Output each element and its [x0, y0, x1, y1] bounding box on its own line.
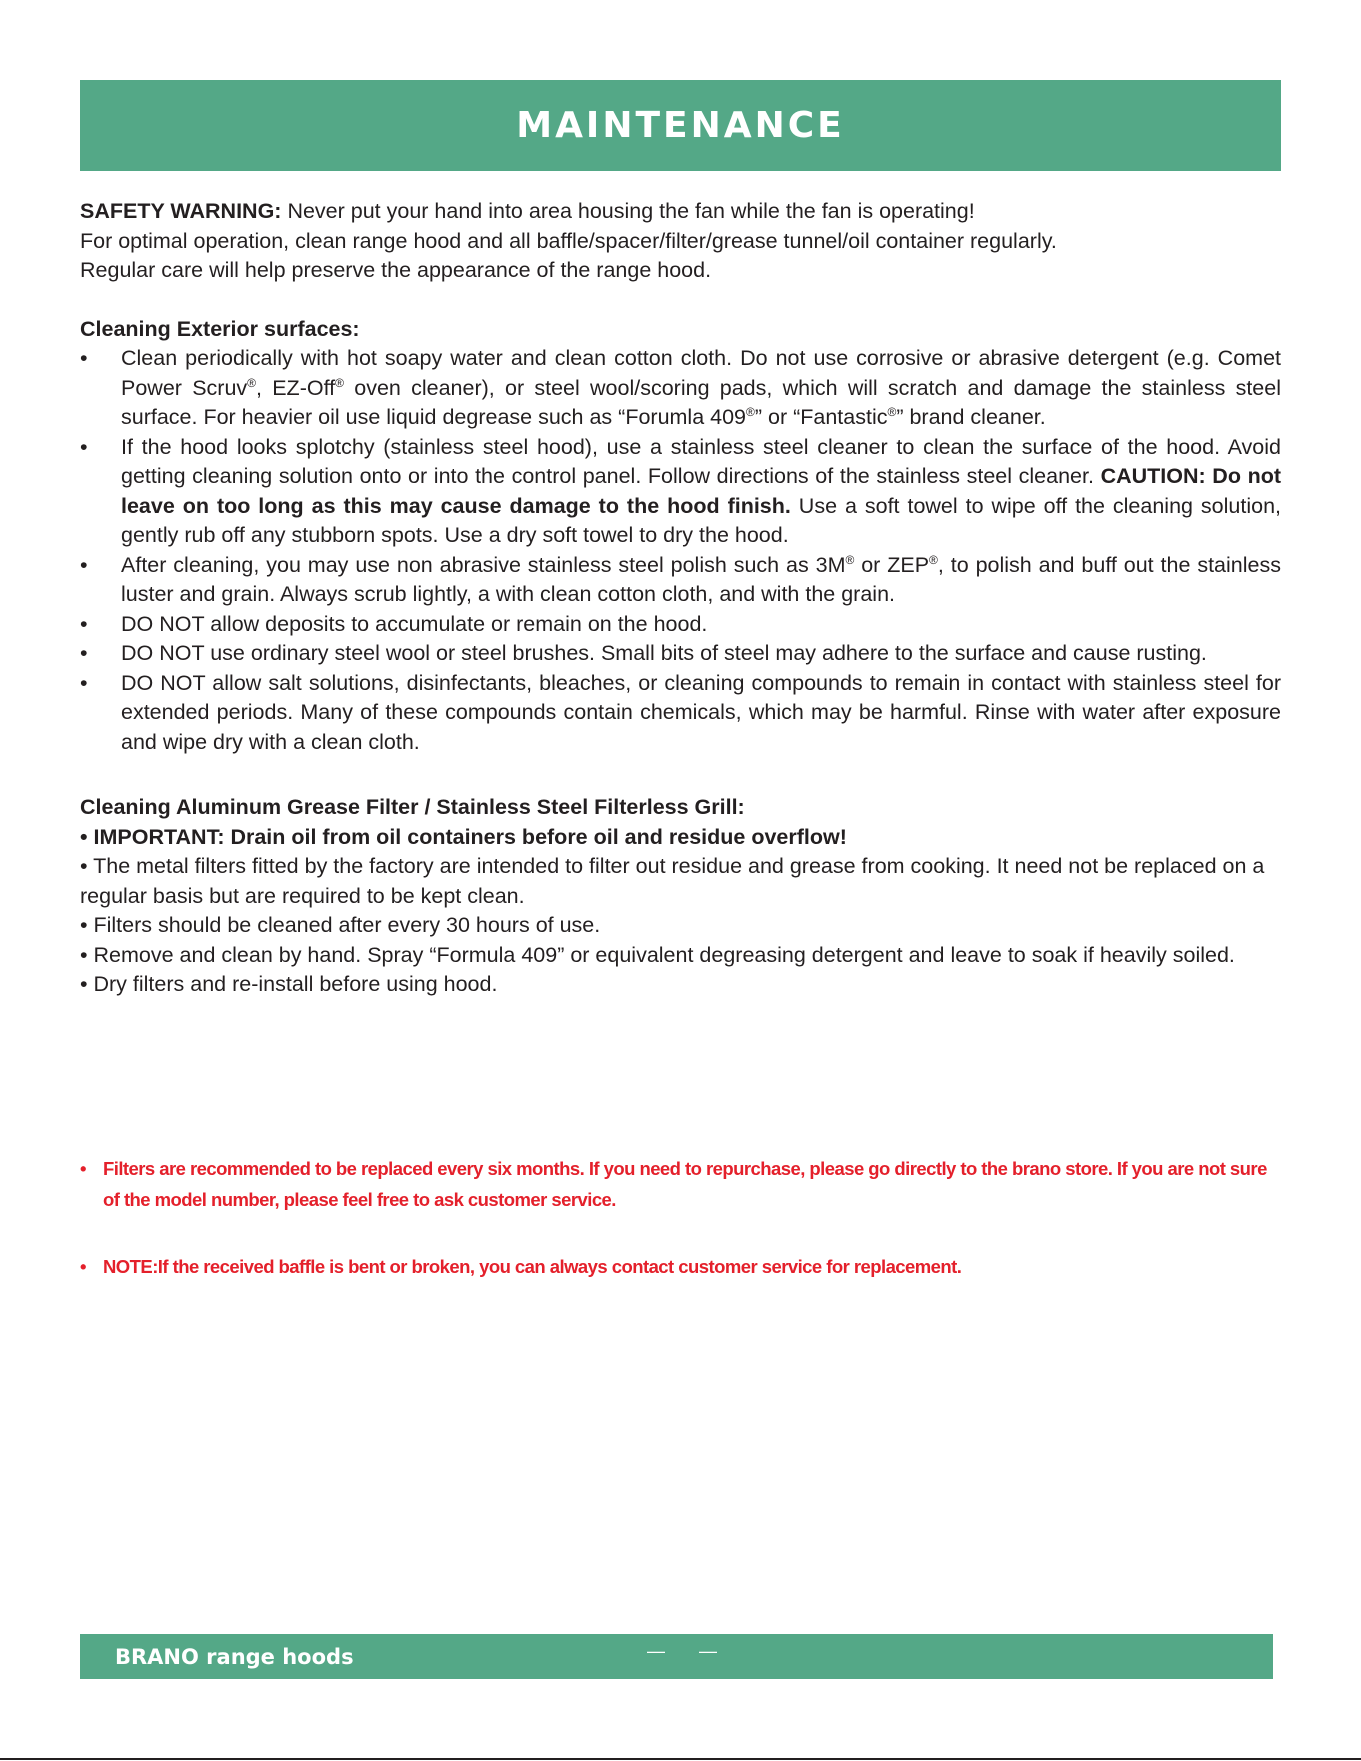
list-item	[80, 639, 1281, 669]
registered-mark: ®	[746, 404, 755, 419]
list-item	[80, 669, 1281, 758]
registered-mark: ®	[887, 404, 897, 419]
caution-text: CAUTION: Do not leave on too long as this may cause damage to the hood finish.	[121, 464, 1281, 518]
bullet-icon: •	[80, 641, 88, 665]
bullet-icon: •	[80, 1256, 86, 1277]
safety-warning-label: SAFETY WARNING:	[80, 199, 282, 223]
list-item	[80, 344, 1281, 433]
list-item	[80, 551, 1281, 610]
replacement-note	[80, 1153, 1281, 1215]
item-text: ” or “Fantastic	[754, 405, 888, 429]
section-title-filter: Cleaning Aluminum Grease Filter / Stainless Steel Filterless Grill:	[80, 795, 745, 819]
bullet-icon: •	[80, 434, 88, 459]
item-text: DO NOT allow deposits to accumulate or remain on the hood.	[121, 611, 708, 636]
registered-mark: ®	[335, 375, 344, 390]
item-text: After cleaning, you may use non abrasive stainless steel polish such as 3M	[121, 552, 846, 577]
page-title: MAINTENANCE	[516, 105, 845, 146]
footer-bar	[80, 1634, 1273, 1679]
bottom-rule	[0, 1758, 1361, 1760]
registered-mark: ®	[247, 375, 256, 390]
main-content	[80, 197, 1281, 1000]
item-text: , to polish and buff out the stainless luster and grain. Always scrub lightly, a with clean cotton cloth, and with the grain.	[121, 552, 1281, 606]
list-item	[80, 433, 1281, 551]
page-number-dash: —	[647, 1641, 665, 1661]
intro-line: For optimal operation, clean range hood and all baffle/spacer/filter/grease tunnel/oil container regularly.	[80, 228, 1057, 253]
bullet-icon: •	[80, 1158, 86, 1179]
item-text: Clean periodically with hot soapy water and clean cotton cloth. Do not use corrosive or abrasive detergent (e.g. Comet Power Scruv	[121, 346, 1281, 400]
filter-line: • The metal filters fitted by the factory are intended to filter out residue and grease from cooking. It need not be replaced on a regular basis but are required to be kept clean.	[80, 854, 1265, 908]
footer-brand: BRANO range hoods	[115, 1645, 354, 1669]
baffle-note	[80, 1251, 1281, 1282]
list-item	[80, 610, 1281, 640]
header-bar	[80, 80, 1281, 171]
intro-line: Regular care will help preserve the appearance of the range hood.	[80, 258, 712, 282]
bullet-icon: •	[80, 346, 88, 370]
safety-warning-text: Never put your hand into area housing the fan while the fan is operating!	[281, 199, 975, 223]
item-text: Use a soft towel to wipe off the cleaning solution, gently rub off any stubborn spots. Use a dry soft towel to dry the hood.	[121, 493, 1281, 547]
replacement-note-text: Filters are recommended to be replaced every six months. If you need to repurchase, please go directly to the brano store. If you are not sure of the model number, please feel free to ask customer service.	[103, 1158, 1267, 1210]
registered-mark: ®	[929, 552, 938, 567]
important-note: • IMPORTANT: Drain oil from oil containers before oil and residue overflow!	[80, 824, 847, 849]
bullet-icon: •	[80, 552, 88, 577]
item-text: ” brand cleaner.	[896, 405, 1046, 429]
bullet-icon: •	[80, 670, 88, 695]
page-number-dash: —	[699, 1641, 717, 1661]
exterior-list	[80, 344, 1281, 757]
item-text: DO NOT use ordinary steel wool or steel brushes. Small bits of steel may adhere to the surface and cause rusting.	[121, 641, 1207, 665]
filter-line: • Remove and clean by hand. Spray “Formula 409” or equivalent degreasing detergent and leave to soak if heavily soiled.	[80, 942, 1235, 967]
registered-mark: ®	[845, 552, 855, 567]
filter-line: • Filters should be cleaned after every 30 hours of use.	[80, 913, 601, 937]
section-title-exterior: Cleaning Exterior surfaces:	[80, 316, 360, 341]
item-text: , EZ-Off	[256, 375, 336, 400]
item-text: DO NOT allow salt solutions, disinfectants, bleaches, or cleaning compounds to remain in contact with stainless steel for extended periods. Many of these compounds contain chemicals, which may be harmful. Rinse with water after exposure and wipe dry with a clean cloth.	[121, 670, 1281, 754]
filter-line: • Dry filters and re-install before using hood.	[80, 972, 498, 996]
baffle-note-text: NOTE:If the received baffle is bent or broken, you can always contact customer service for replacement.	[103, 1256, 962, 1277]
bullet-icon: •	[80, 611, 88, 636]
safety-warning	[80, 197, 1281, 227]
item-text: oven cleaner), or steel wool/scoring pads, which will scratch and damage the stainless steel surface. For heavier oil use liquid degrease such as “Forumla 409	[121, 375, 1281, 429]
item-text: If the hood looks splotchy (stainless steel hood), use a stainless steel cleaner to clean the surface of the hood. Avoid getting cleaning solution onto or into the control panel. Follow directions of the stainless steel cleaner.	[121, 434, 1281, 488]
item-text: or ZEP	[854, 552, 930, 577]
